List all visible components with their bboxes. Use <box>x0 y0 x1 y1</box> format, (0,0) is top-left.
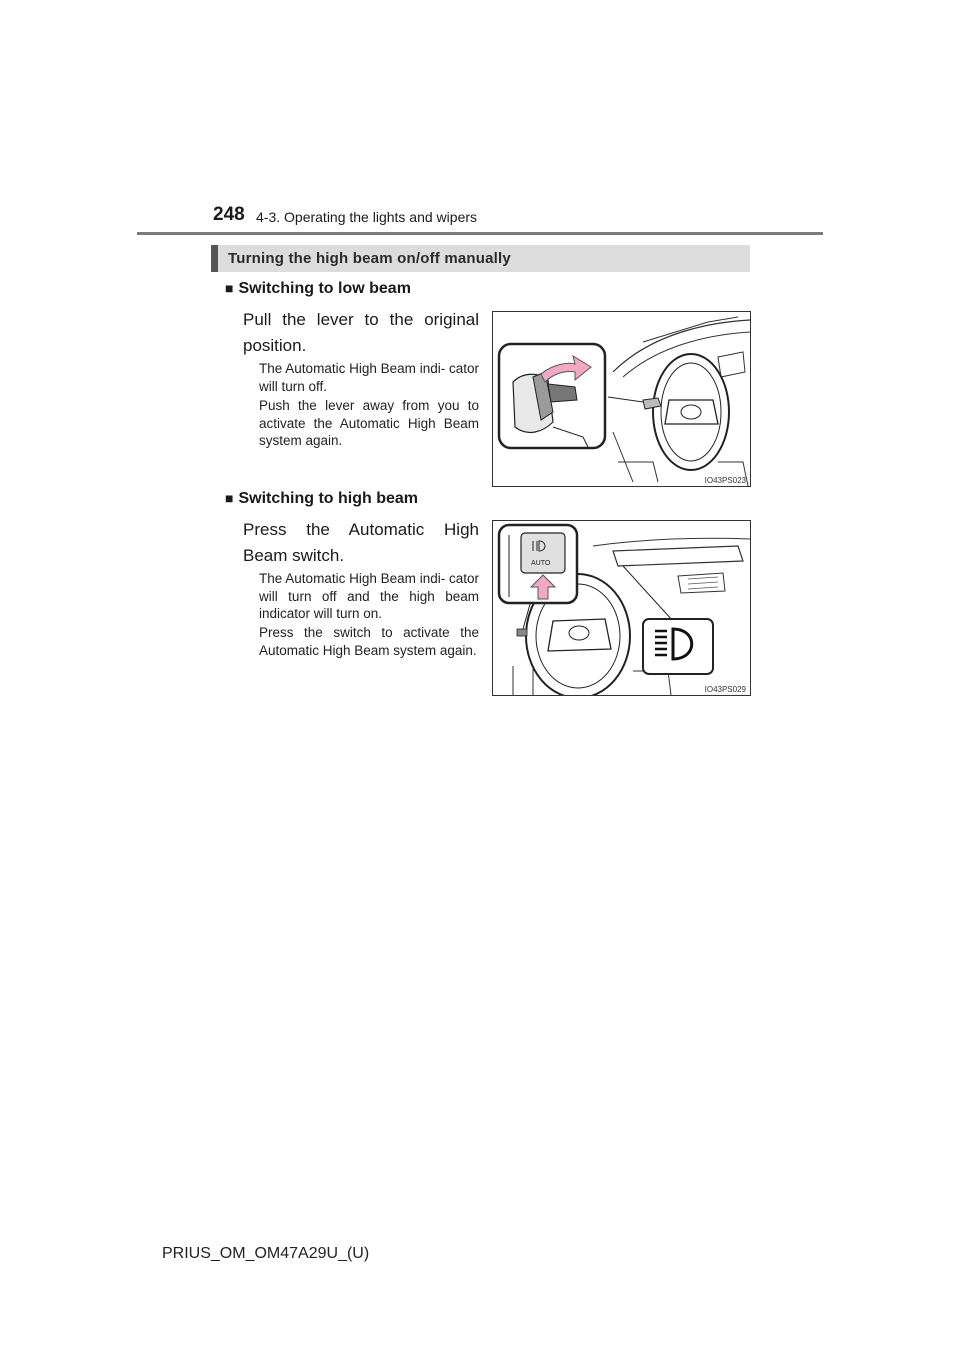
subheading-text: Switching to high beam <box>238 490 419 507</box>
footer-manual-code: PRIUS_OM_OM47A29U_(U) <box>162 1245 370 1262</box>
subheading-low-beam <box>225 280 411 298</box>
subheading-text: Switching to low beam <box>238 280 411 297</box>
lever-pull-illustration <box>493 312 750 486</box>
square-bullet-icon: ■ <box>225 280 234 296</box>
instruction-high-beam: Press the Automatic High Beam switch. <box>243 520 479 565</box>
figure-code: IO43PS023 <box>704 476 746 485</box>
page-number: 248 <box>213 204 245 225</box>
note-high-beam-on: The Automatic High Beam indi- cator will turn off and the high beam indicator will turn on. <box>259 571 479 621</box>
auto-switch-illustration <box>493 521 750 695</box>
figure-lever-pull <box>492 311 751 487</box>
note-reactivate: Push the lever away from you to activate the Automatic High Beam system again. <box>259 398 479 448</box>
square-bullet-icon: ■ <box>225 490 234 506</box>
subheading-high-beam <box>225 490 418 508</box>
section-title: Turning the high beam on/off manually <box>211 245 750 272</box>
figure-code: IO43PS029 <box>704 685 746 694</box>
instruction-low-beam: Pull the lever to the original position. <box>243 310 479 355</box>
figure-auto-switch <box>492 520 751 696</box>
header-rule <box>137 232 823 235</box>
auto-switch-label: AUTO <box>531 560 551 567</box>
note-indicator-off: The Automatic High Beam indi- cator will turn off. <box>259 361 479 394</box>
note-reactivate-switch: Press the switch to activate the Automatic High Beam system again. <box>259 625 479 658</box>
chapter-title: 4-3. Operating the lights and wipers <box>256 209 478 225</box>
